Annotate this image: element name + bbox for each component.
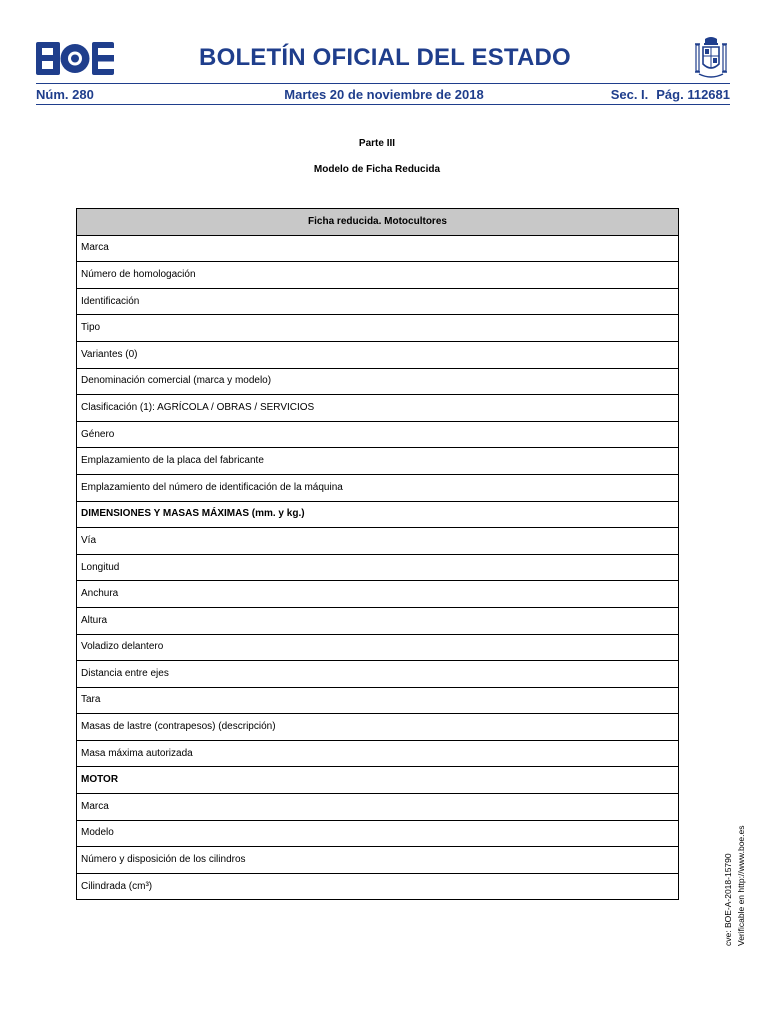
table-cell: Masa máxima autorizada — [77, 740, 679, 767]
table-row — [77, 501, 679, 528]
issue-number: Núm. 280 — [36, 87, 94, 102]
table-row — [77, 341, 679, 368]
table-row — [77, 288, 679, 315]
table-row — [77, 607, 679, 634]
table-cell: Voladizo delantero — [77, 634, 679, 661]
table-row — [77, 661, 679, 688]
verification-url: Verificable en http://www.boe.es — [736, 825, 746, 946]
table-cell: Denominación comercial (marca y modelo) — [77, 368, 679, 395]
part-heading: Parte III — [358, 138, 396, 149]
table-cell: Tipo — [77, 315, 679, 342]
table-row — [77, 528, 679, 555]
table-row — [77, 687, 679, 714]
table-header-row — [77, 209, 679, 236]
table-body — [77, 235, 679, 900]
table-row — [77, 714, 679, 741]
table-cell: Identificación — [77, 288, 679, 315]
table-row — [77, 820, 679, 847]
table-cell: DIMENSIONES Y MASAS MÁXIMAS (mm. y kg.) — [77, 501, 679, 528]
ficha-table — [76, 208, 679, 900]
table-cell: Distancia entre ejes — [77, 661, 679, 688]
table-cell: Género — [77, 421, 679, 448]
section-label: Sec. I. — [610, 87, 649, 102]
table-header: Ficha reducida. Motocultores — [77, 209, 679, 236]
table-row — [77, 873, 679, 900]
table-cell: Marca — [77, 235, 679, 262]
section-page — [603, 87, 730, 102]
table-row — [77, 315, 679, 342]
table-cell: Cilindrada (cm³) — [77, 873, 679, 900]
table-cell: Número de homologación — [77, 262, 679, 289]
issue-date: Martes 20 de noviembre de 2018 — [284, 87, 484, 102]
table-row — [77, 794, 679, 821]
header-bottom-divider — [36, 104, 730, 105]
coat-of-arms-icon — [693, 36, 729, 80]
table-cell: Variantes (0) — [77, 341, 679, 368]
table-row — [77, 767, 679, 794]
table-cell: Emplazamiento de la placa del fabricante — [77, 448, 679, 475]
table-row — [77, 235, 679, 262]
boe-logo — [36, 42, 114, 75]
verification-note — [722, 816, 748, 946]
table-cell: Masas de lastre (contrapesos) (descripción) — [77, 714, 679, 741]
table-cell: Modelo — [77, 820, 679, 847]
table-row — [77, 740, 679, 767]
model-heading: Modelo de Ficha Reducida — [313, 164, 441, 175]
table-row — [77, 421, 679, 448]
table-row — [77, 554, 679, 581]
table-row — [77, 395, 679, 422]
cve-code: cve: BOE-A-2018-15790 — [723, 853, 733, 946]
table-cell: Emplazamiento del número de identificación de la máquina — [77, 474, 679, 501]
header-divider — [36, 83, 730, 84]
table-cell: Longitud — [77, 554, 679, 581]
page-number: Pág. 112681 — [656, 87, 730, 102]
table-cell: Marca — [77, 794, 679, 821]
table-cell: Vía — [77, 528, 679, 555]
table-cell: Número y disposición de los cilindros — [77, 847, 679, 874]
table-row — [77, 474, 679, 501]
table-row — [77, 262, 679, 289]
table-cell: Clasificación (1): AGRÍCOLA / OBRAS / SERVICIOS — [77, 395, 679, 422]
table-cell: Anchura — [77, 581, 679, 608]
table-row — [77, 634, 679, 661]
table-row — [77, 581, 679, 608]
table-cell: Tara — [77, 687, 679, 714]
table-cell: MOTOR — [77, 767, 679, 794]
table-cell: Altura — [77, 607, 679, 634]
table-row — [77, 448, 679, 475]
table-row — [77, 847, 679, 874]
table-row — [77, 368, 679, 395]
document-title: BOLETÍN OFICIAL DEL ESTADO — [199, 44, 571, 71]
